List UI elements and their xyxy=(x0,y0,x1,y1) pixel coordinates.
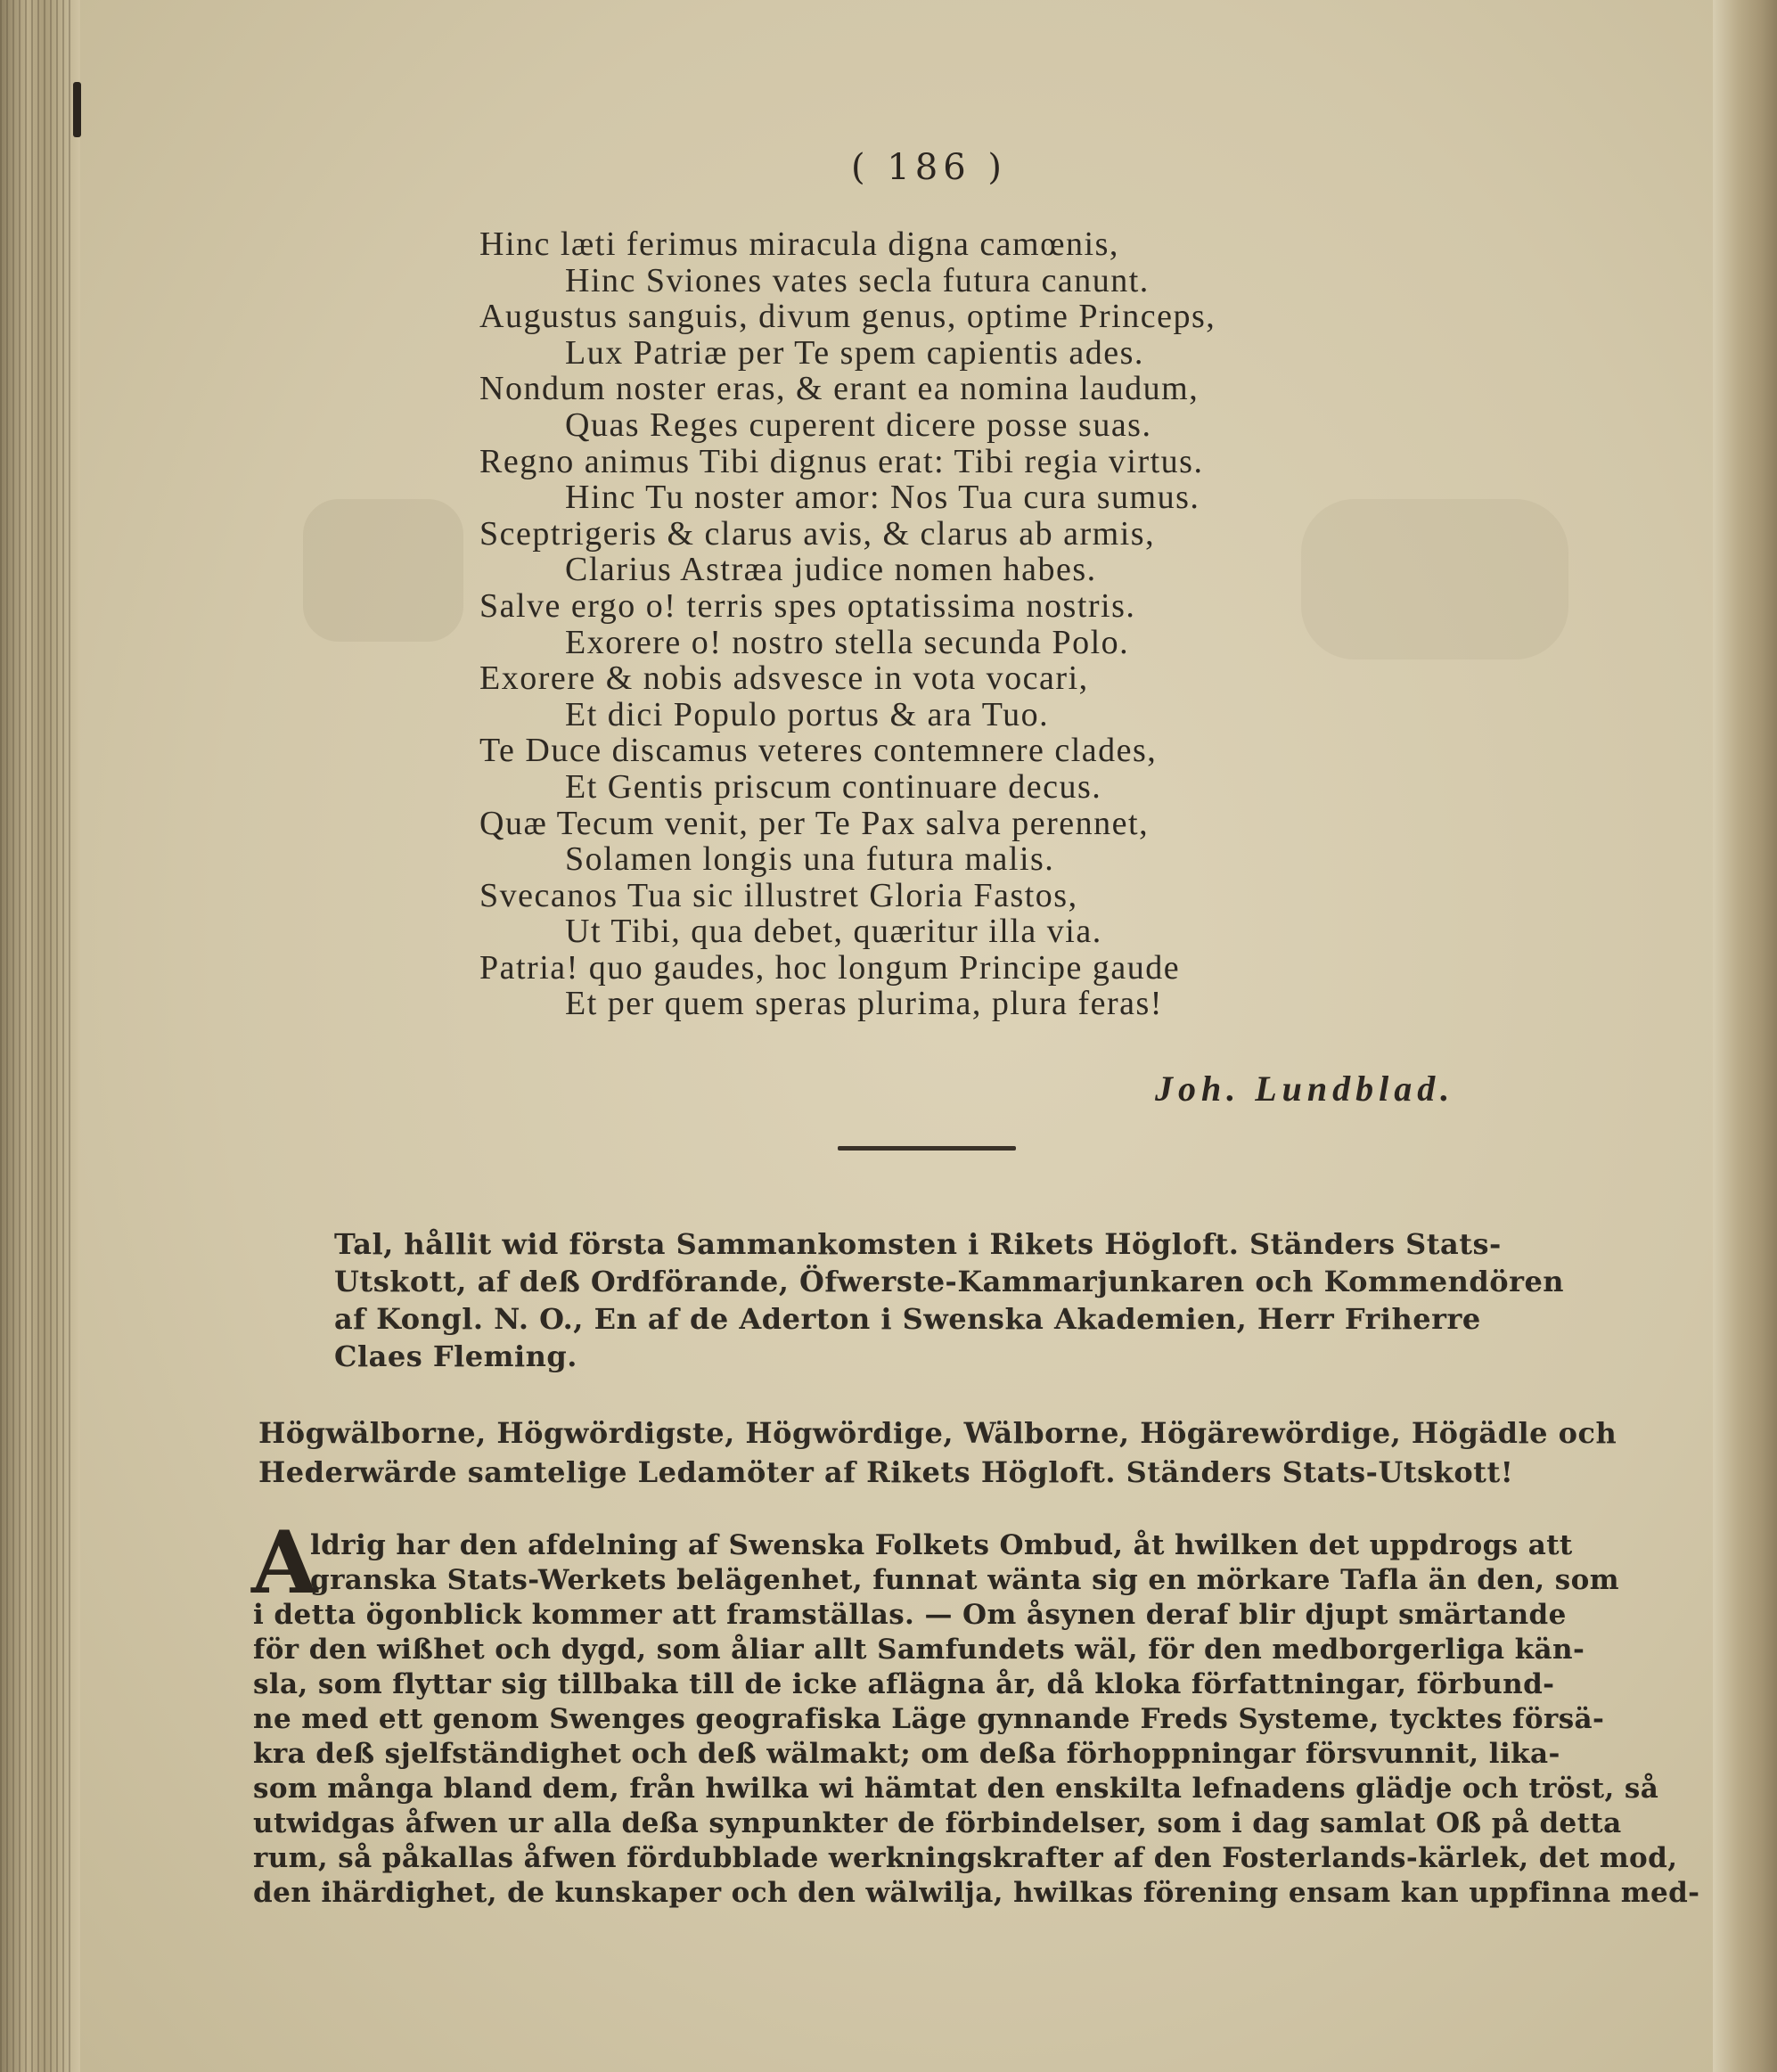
poem-author-signature: Joh. Lundblad. xyxy=(1155,1069,1455,1109)
poem-line: Regno animus Tibi dignus erat: Tibi regia virtus. xyxy=(479,442,1204,480)
salutation-line: Hederwärde samtelige Ledamöter af Rikets Högloft. Ständers Stats-Utskott! xyxy=(258,1455,1514,1489)
binding-page-edges xyxy=(0,0,71,2072)
title-line: Claes Fleming. xyxy=(334,1339,577,1373)
poem-line: Exorere o! nostro stella secunda Polo. xyxy=(565,623,1130,661)
speech-title xyxy=(334,1225,1609,1375)
right-page-edge xyxy=(1713,0,1777,2072)
poem-line: Et dici Populo portus & ara Tuo. xyxy=(565,695,1050,733)
poem-line: Sceptrigeris & clarus avis, & clarus ab armis, xyxy=(479,514,1156,553)
body-text-line: som många bland dem, från hwilka wi hämtat den enskilta lefnadens glädje och tröst, så xyxy=(253,1773,1659,1805)
poem-line: Hinc Sviones vates secla futura canunt. xyxy=(565,261,1150,299)
latin-poem xyxy=(479,226,1638,1022)
poem-line: Augustus sanguis, divum genus, optime Princeps, xyxy=(479,298,1216,336)
body-text-line: ne med ett genom Swenges geografiska Läge gynnande Freds Systeme, tycktes försä- xyxy=(253,1703,1605,1735)
drop-cap-initial: A xyxy=(251,1512,318,1613)
poem-line: Hinc læti ferimus miracula digna camœnis, xyxy=(479,225,1119,263)
poem-line: Clarius Astræa judice nomen habes. xyxy=(565,551,1097,589)
body-text-line: ldrig har den afdelning af Swenska Folkets Ombud, åt hwilken det uppdrogs att xyxy=(310,1529,1573,1561)
body-text-line: kra deß sjelfständighet och deß wälmakt; om deßa förhoppningar försvunnit, lika- xyxy=(253,1738,1560,1770)
poem-line: Ut Tibi, qua debet, quæritur illa via. xyxy=(565,913,1102,951)
poem-line: Exorere & nobis adsvesce in vota vocari, xyxy=(479,659,1089,698)
poem-line: Te Duce discamus veteres contemnere clades, xyxy=(479,732,1158,770)
body-text-line: den ihärdighet, de kunskaper och den wälwilja, hwilkas förening ensam kan uppfinna med- xyxy=(253,1877,1700,1909)
poem-line: Nondum noster eras, & erant ea nomina laudum, xyxy=(479,370,1200,408)
binding-mark xyxy=(73,82,81,137)
body-text-line: sla, som flyttar sig tillbaka till de icke aflägna år, då kloka författningar, förbund- xyxy=(253,1668,1555,1700)
body-text-line: utwidgas åfwen ur alla deßa synpunkter de förbindelser, som i dag samlat Oß på detta xyxy=(253,1807,1622,1839)
section-divider-rule xyxy=(838,1146,1016,1151)
poem-line: Patria! quo gaudes, hoc longum Principe gaude xyxy=(479,948,1181,987)
poem-line: Et per quem speras plurima, plura feras! xyxy=(565,985,1163,1023)
body-text-line: i detta ögonblick kommer att framställas. — Om åsynen deraf blir djupt smärtande xyxy=(253,1599,1567,1631)
title-line: af Kongl. N. O., En af de Aderton i Swenska Akademien, Herr Friherre xyxy=(334,1302,1481,1336)
body-text-line: granska Stats-Werkets belägenhet, funnat wänta sig en mörkare Tafla än den, som xyxy=(310,1564,1619,1596)
salutation-line: Högwälborne, Högwördigste, Högwördige, Wälborne, Högärewördige, Högädle och xyxy=(258,1416,1617,1450)
poem-line: Hinc Tu noster amor: Nos Tua cura sumus. xyxy=(565,479,1200,517)
poem-line: Solamen longis una futura malis. xyxy=(565,840,1055,879)
title-line: Tal, hållit wid första Sammankomsten i Rikets Högloft. Ständers Stats- xyxy=(334,1227,1502,1261)
poem-line: Quas Reges cuperent dicere posse suas. xyxy=(565,405,1152,444)
speech-salutation xyxy=(258,1413,1617,1492)
page-number: ( 186 ) xyxy=(851,147,1007,188)
title-line: Utskott, af deß Ordförande, Öfwerste-Kammarjunkaren och Kommendören xyxy=(334,1265,1565,1298)
show-through-stain xyxy=(303,499,463,642)
body-text-line: för den wißhet och dygd, som åliar allt Samfundets wäl, för den medborgerliga kän- xyxy=(253,1634,1585,1666)
body-text-line: rum, så påkallas åfwen fördubblade werkningskrafter af den Fosterlands-kärlek, det mod, xyxy=(253,1842,1678,1874)
poem-line: Salve ergo o! terris spes optatissima nostris. xyxy=(479,586,1136,625)
poem-line: Svecanos Tua sic illustret Gloria Fastos, xyxy=(479,876,1078,914)
poem-line: Quæ Tecum venit, per Te Pax salva perennet, xyxy=(479,804,1150,842)
poem-line: Lux Patriæ per Te spem capientis ades. xyxy=(565,333,1144,372)
poem-line: Et Gentis priscum continuare decus. xyxy=(565,767,1102,806)
